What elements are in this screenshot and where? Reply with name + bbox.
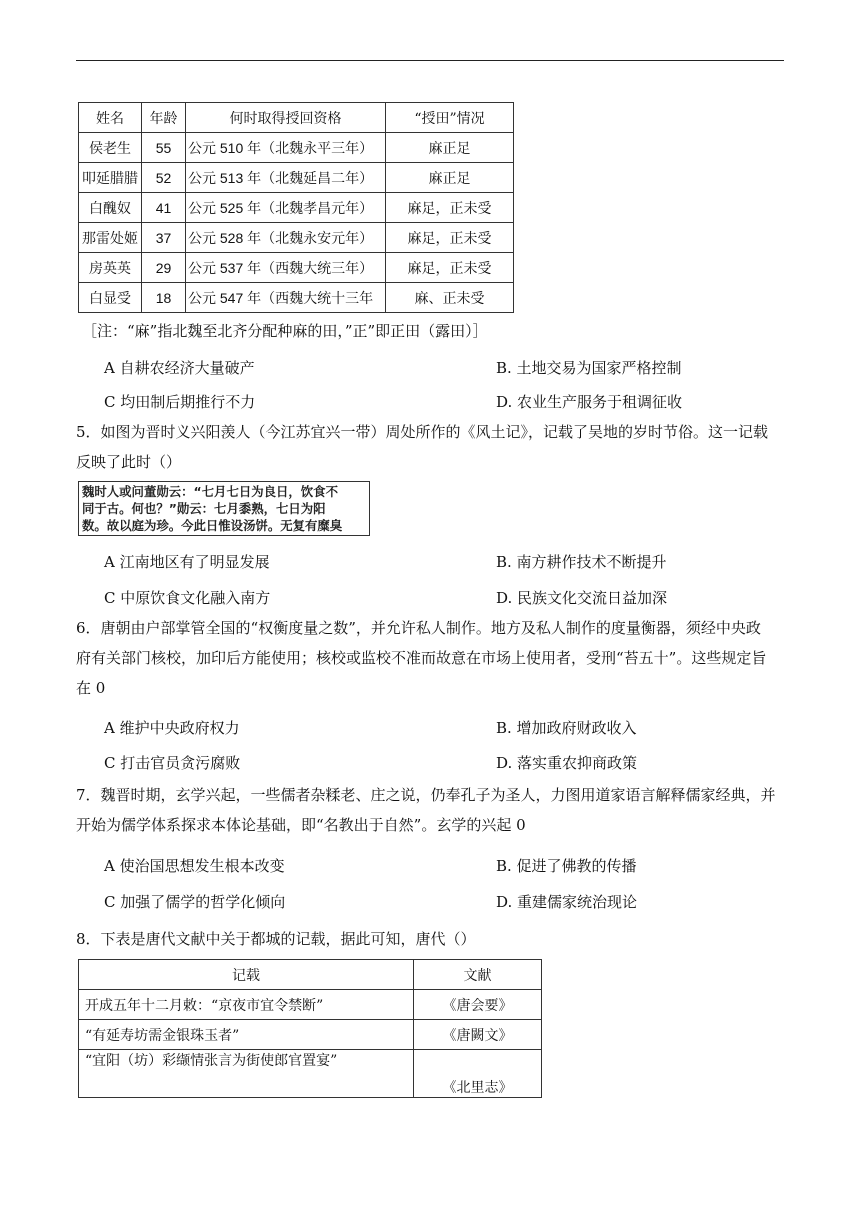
header-cell: 年龄	[142, 103, 186, 133]
table-cell: 麻正足	[386, 133, 514, 163]
header-cell: 何时取得授回资格	[186, 103, 386, 133]
table-row	[79, 133, 514, 163]
q6-option-c[interactable]: C 打击官员贪污腐败	[104, 754, 241, 772]
header-cell: 文献	[414, 960, 542, 990]
table-cell: 麻足，正未受	[386, 193, 514, 223]
q4-option-b[interactable]: B. 土地交易为国家严格控制	[496, 359, 682, 377]
q6-stem	[76, 613, 786, 703]
table-cell: 叩延腊腊	[79, 163, 142, 193]
table-cell: 公元 513 年（北魏延昌二年）	[186, 163, 386, 193]
stem-line: 府有关部门核校，加印后方能使用；核校或监校不准而故意在市场上使用者，受刑“苔五十”。这些规定旨	[76, 649, 767, 667]
table-cell: 公元 510 年（北魏永平三年）	[186, 133, 386, 163]
table-cell: 52	[142, 163, 186, 193]
stem-line: 5．如图为晋时义兴阳羡人（今江苏宜兴一带）周处所作的《风土记》，记载了吴地的岁时节俗。这一记载	[76, 423, 769, 441]
table-row	[79, 253, 514, 283]
table-cell: 55	[142, 133, 186, 163]
q7-option-a[interactable]: A 使治国思想发生根本改变	[104, 857, 285, 875]
q5-option-a[interactable]: A 江南地区有了明显发展	[104, 553, 270, 571]
table-cell: 麻正足	[386, 163, 514, 193]
q5-option-b[interactable]: B. 南方耕作技术不断提升	[496, 553, 667, 571]
stem-line: 反映了此时（）	[76, 453, 182, 471]
table-cell: 那雷处姬	[79, 223, 142, 253]
table-cell: 房英英	[79, 253, 142, 283]
stem-line: 在 0	[76, 679, 106, 697]
table-cell: “有延寿坊需金银珠玉者”	[79, 1020, 414, 1050]
q7-option-b[interactable]: B. 促进了佛教的传播	[496, 857, 637, 875]
fengtuji-excerpt-image	[78, 481, 370, 536]
table-row	[79, 1020, 542, 1050]
table-cell: 侯老生	[79, 133, 142, 163]
q6-option-b[interactable]: B. 增加政府财政收入	[496, 719, 637, 737]
q8-stem	[76, 924, 786, 954]
q5-stem	[76, 417, 786, 477]
q6-option-a[interactable]: A 维护中央政府权力	[104, 719, 240, 737]
q5-option-c[interactable]: C 中原饮食文化融入南方	[104, 589, 271, 607]
table-header-row	[79, 103, 514, 133]
stem-line: 开始为儒学体系探求本体论基础，即“名教出于自然”。玄学的兴起 0	[76, 816, 526, 834]
header-cell: “授田”情况	[386, 103, 514, 133]
stem-line: 6．唐朝由户部掌管全国的“权衡度量之数”，并允许私人制作。地方及私人制作的度量衡器，须经中央政	[76, 619, 761, 637]
table-cell: “宜阳（坊）彩缬情张言为街使郎官置宴”	[79, 1050, 414, 1098]
q7-stem	[76, 780, 786, 840]
stem-line: 7．魏晋时期，玄学兴起，一些儒者杂糅老、庄之说，仍奉孔子为圣人，力图用道家语言解释儒家经典，并	[76, 786, 776, 804]
table-cell: 公元 528 年（北魏永安元年）	[186, 223, 386, 253]
table-row	[79, 283, 514, 313]
excerpt-line: 数。故以庭为珍。今此日惟设汤饼。无复有糜臭	[82, 518, 343, 533]
stem-line: 8．下表是唐代文献中关于都城的记载，据此可知，唐代（）	[76, 930, 476, 948]
table-cell: 麻、正未受	[386, 283, 514, 313]
table-cell: 公元 525 年（北魏孝昌元年）	[186, 193, 386, 223]
table-row	[79, 163, 514, 193]
table-cell: 29	[142, 253, 186, 283]
excerpt-line: 同于古。何也？”勋云：七月黍熟，七日为阳	[82, 501, 326, 516]
table-cell: 麻足，正未受	[386, 253, 514, 283]
table-cell: 白显受	[79, 283, 142, 313]
header-cell: 姓名	[79, 103, 142, 133]
q4-option-a[interactable]: A 自耕农经济大量破产	[104, 359, 255, 377]
table-header-row	[79, 960, 542, 990]
capital-records-table	[78, 959, 542, 1098]
table-cell: 《唐会要》	[414, 990, 542, 1020]
q7-option-c[interactable]: C 加强了儒学的哲学化倾向	[104, 893, 286, 911]
q4-option-d[interactable]: D. 农业生产服务于租调征收	[496, 393, 683, 411]
table-cell: 《唐闕文》	[414, 1020, 542, 1050]
table-note: ［注：“麻”指北魏至北齐分配种麻的田，”正”即正田（露田）］	[82, 322, 488, 340]
table-row	[79, 1050, 542, 1098]
table-cell: 开成五年十二月敕：“京夜市宜令禁断”	[79, 990, 414, 1020]
excerpt-line: 魏时人或问董勋云：“七月七日为良日，饮食不	[82, 484, 338, 499]
table-cell: 37	[142, 223, 186, 253]
table-cell: 18	[142, 283, 186, 313]
table-cell: 白醜奴	[79, 193, 142, 223]
q7-option-d[interactable]: D. 重建儒家统治现论	[496, 893, 638, 911]
header-rule	[76, 60, 784, 61]
header-cell: 记载	[79, 960, 414, 990]
q5-option-d[interactable]: D. 民族文化交流日益加深	[496, 589, 668, 607]
table-cell: 公元 547 年（西魏大统十三年	[186, 283, 386, 313]
table-row	[79, 223, 514, 253]
q6-option-d[interactable]: D. 落实重农抑商政策	[496, 754, 638, 772]
table-cell: 41	[142, 193, 186, 223]
table-cell: 公元 537 年（西魏大统三年）	[186, 253, 386, 283]
land-grant-table	[78, 102, 514, 313]
table-row	[79, 990, 542, 1020]
q4-option-c[interactable]: C 均田制后期推行不力	[104, 393, 256, 411]
table-row	[79, 193, 514, 223]
table-cell: 《北里志》	[414, 1050, 542, 1098]
table-cell: 麻足，正未受	[386, 223, 514, 253]
